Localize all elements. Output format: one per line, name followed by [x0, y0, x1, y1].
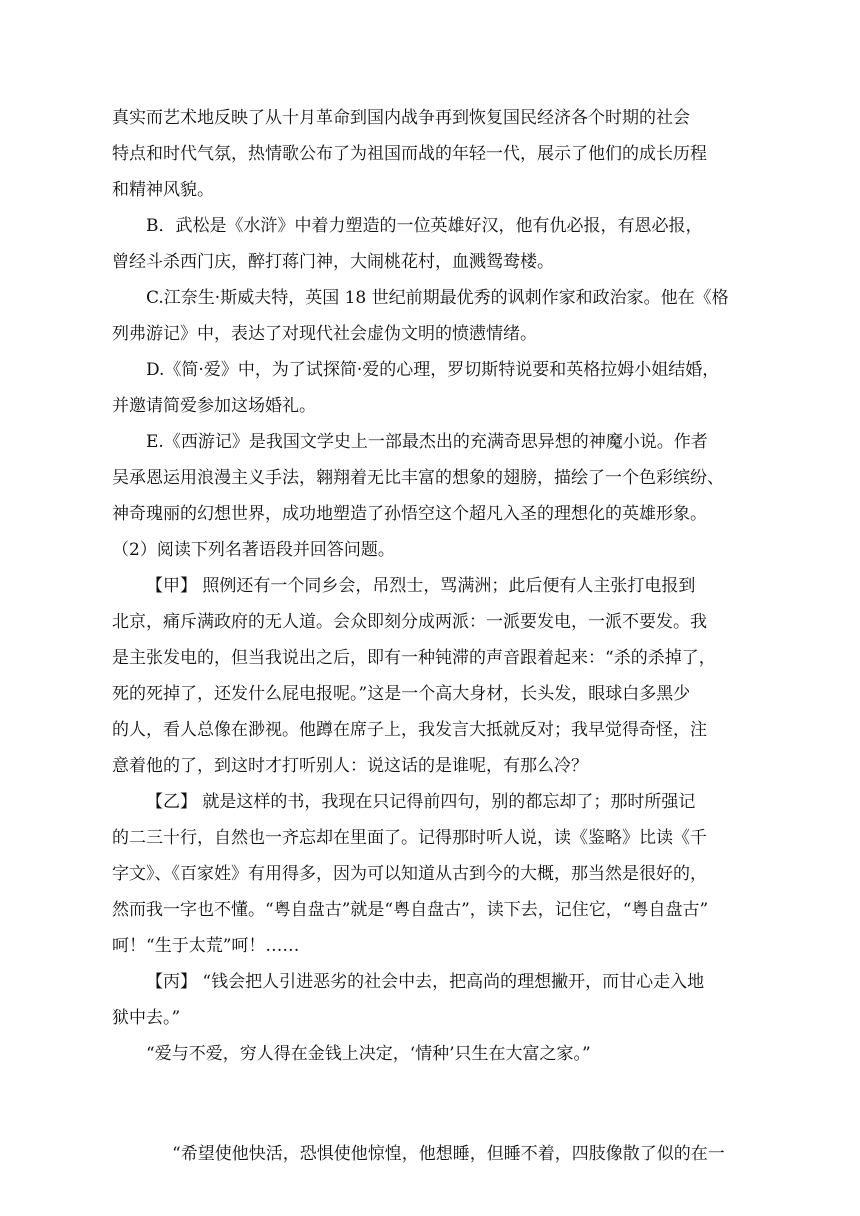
text-line: 是主张发电的，但当我说出之后，即有一种钝滞的声音跟着起来：“杀的杀掉了，	[112, 648, 716, 668]
option-e: E.《西游记》是我国文学史上一部最杰出的充满奇思异想的神魔小说。作者	[146, 432, 708, 452]
text-line: 吴承恩运用浪漫主义手法，翱翔着无比丰富的想象的翅膀，描绘了一个色彩缤纷、	[112, 468, 724, 488]
text-line: 然而我一字也不懂。“粤自盘古”就是“粤自盘古”，读下去，记住它，“粤自盘古”	[112, 900, 709, 920]
text-line: 字文》、《百家姓》有用得多，因为可以知道从古到今的大概，那当然是很好的，	[112, 864, 707, 884]
text-line: 的二三十行，自然也一齐忘却在里面了。记得那时听人说，读《鉴略》比读《千	[112, 828, 707, 848]
text-line: 特点和时代气氛，热情歌公布了为祖国而战的年轻一代，展示了他们的成长历程	[112, 144, 707, 164]
option-c: C.江奈生·斯威夫特，英国 18 世纪前期最优秀的讽刺作家和政治家。他在《格	[146, 288, 729, 308]
blank-gap	[112, 1072, 748, 1136]
text-line: 北京，痛斥满政府的无人道。会众即刻分成两派：一派要发电，一派不要发。我	[112, 612, 707, 632]
document-body	[112, 100, 748, 1172]
text-line: 死的死掉了，还发什么屁电报呢。”这是一个高大身材，长头发，眼球白多黑少	[112, 684, 691, 704]
text-line: 和精神风貌。	[112, 180, 214, 200]
quote-line: “爱与不爱，穷人得在金钱上决定，‘情种’只生在大富之家。”	[146, 1044, 591, 1064]
passage-jia: 【甲】 照例还有一个同乡会，吊烈士，骂满洲；此后便有人主张打电报到	[146, 576, 696, 596]
text-line: 的人，看人总像在渺视。他蹲在席子上，我发言大抵就反对；我早觉得奇怪，注	[112, 720, 707, 740]
text-line: 曾经斗杀西门庆，醉打蒋门神，大闹桃花村，血溅鸳鸯楼。	[112, 252, 554, 272]
text-line: 神奇瑰丽的幻想世界，成功地塑造了孙悟空这个超凡入圣的理想化的英雄形象。	[112, 504, 707, 524]
passage-bing: 【丙】 “钱会把人引进恶劣的社会中去，把高尚的理想撇开，而甘心走入地	[146, 972, 705, 992]
quote-line: “希望使他快活，恐惧使他惊惶，他想睡，但睡不着，四肢像散了似的在一	[172, 1144, 725, 1164]
text-line: 列弗游记》中，表达了对现代社会虚伪文明的愤懑情绪。	[112, 324, 537, 344]
question-heading: （2）阅读下列名著语段并回答问题。	[112, 540, 395, 560]
option-d: D.《简·爱》中，为了试探简·爱的心理，罗切斯特说要和英格拉姆小姐结婚，	[146, 360, 720, 380]
text-line: 并邀请简爱参加这场婚礼。	[112, 396, 316, 416]
text-line: 意着他的了，到这时才打听别人：说这话的是谁呢，有那么冷？	[112, 756, 588, 776]
text-line: 狱中去。”	[112, 1008, 181, 1028]
passage-yi: 【乙】 就是这样的书，我现在只记得前四句，别的都忘却了；那时所强记	[146, 792, 696, 812]
option-b: B．武松是《水浒》中着力塑造的一位英雄好汉，他有仇必报，有恩必报，	[146, 216, 703, 236]
text-line: 真实而艺术地反映了从十月革命到国内战争再到恢复国民经济各个时期的社会	[112, 108, 690, 128]
text-line: 呵！“生于太荒”呵！……	[112, 936, 300, 956]
